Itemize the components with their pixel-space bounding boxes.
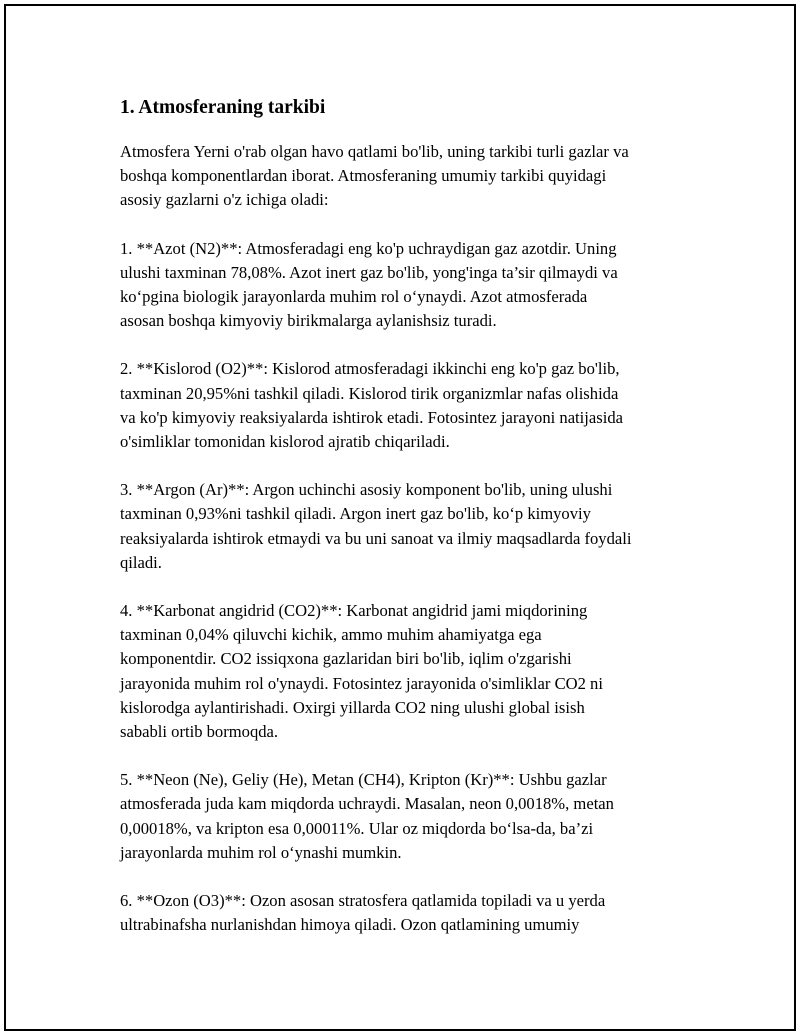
paragraph-ozon: 6. **Ozon (O3)**: Ozon asosan stratosfera qatlamida topiladi va u yerda ultrabinafsha nurlanishdan himoya qiladi. Ozon qatlamining umumiy: [120, 891, 606, 935]
section-heading: 1. Atmosferaning tarkibi: [120, 97, 326, 118]
paragraph-azot: 1. **Azot (N2)**: Atmosferadagi eng ko'p uchraydigan gaz azotdir. Uning ulushi taxminan 78,08%. Azot inert gaz bo'lib, yong'inga ta’sir qilmaydi va ko‘pgina biologik jarayonlarda muhim rol o‘ynaydi. Azot atmosferada asosan boshqa kimyoviy birikmalarga aylanishsiz turadi.: [120, 238, 618, 331]
paragraph-karbonat-angidrid: 4. **Karbonat angidrid (CO2)**: Karbonat angidrid jami miqdorining taxminan 0,04% qiluvchi kichik, ammo muhim ahamiyatga ega komponentdir. CO2 issiqxona gazlaridan biri bo'lib, iqlim o'zgarishi jarayonida muhim rol o'ynaydi. Fotosintez jarayonida o'simliklar CO2 ni kislorodga aylantirishadi. Oxirgi yillarda CO2 ning ulushi global isish sababli ortib bormoqda.: [120, 601, 603, 742]
intro-paragraph: Atmosfera Yerni o'rab olgan havo qatlami bo'lib, uning tarkibi turli gazlar va boshqa komponentlardan iborat. Atmosferaning umumiy tarkibi quyidagi asosiy gazlarni o'z ichiga oladi:: [120, 142, 629, 210]
paragraph-argon: 3. **Argon (Ar)**: Argon uchinchi asosiy komponent bo'lib, uning ulushi taxminan 0,93%ni tashkil qiladi. Argon inert gaz bo'lib, ko‘p kimyoviy reaksiyalarda ishtirok etmaydi va bu uni sanoat va ilmiy maqsadlarda foydali qiladi.: [120, 480, 632, 572]
document-content: [120, 96, 700, 961]
document-page: [4, 4, 796, 1031]
paragraph-trace-gases: 5. **Neon (Ne), Geliy (He), Metan (CH4), Kripton (Kr)**: Ushbu gazlar atmosferada juda kam miqdorda uchraydi. Masalan, neon 0,0018%, metan 0,00018%, va kripton esa 0,00011%. Ular oz miqdorda bo‘lsa-da, ba’zi jarayonlarda muhim rol o‘ynashi mumkin.: [120, 770, 614, 862]
paragraph-kislorod: 2. **Kislorod (O2)**: Kislorod atmosferadagi ikkinchi eng ko'p gaz bo'lib, taxminan 20,95%ni tashkil qiladi. Kislorod tirik organizmlar nafas olishida va ko'p kimyoviy reaksiyalarda ishtirok etadi. Fotosintez jarayoni natijasida o'simliklar tomonidan kislorod ajratib chiqariladi.: [120, 359, 623, 452]
